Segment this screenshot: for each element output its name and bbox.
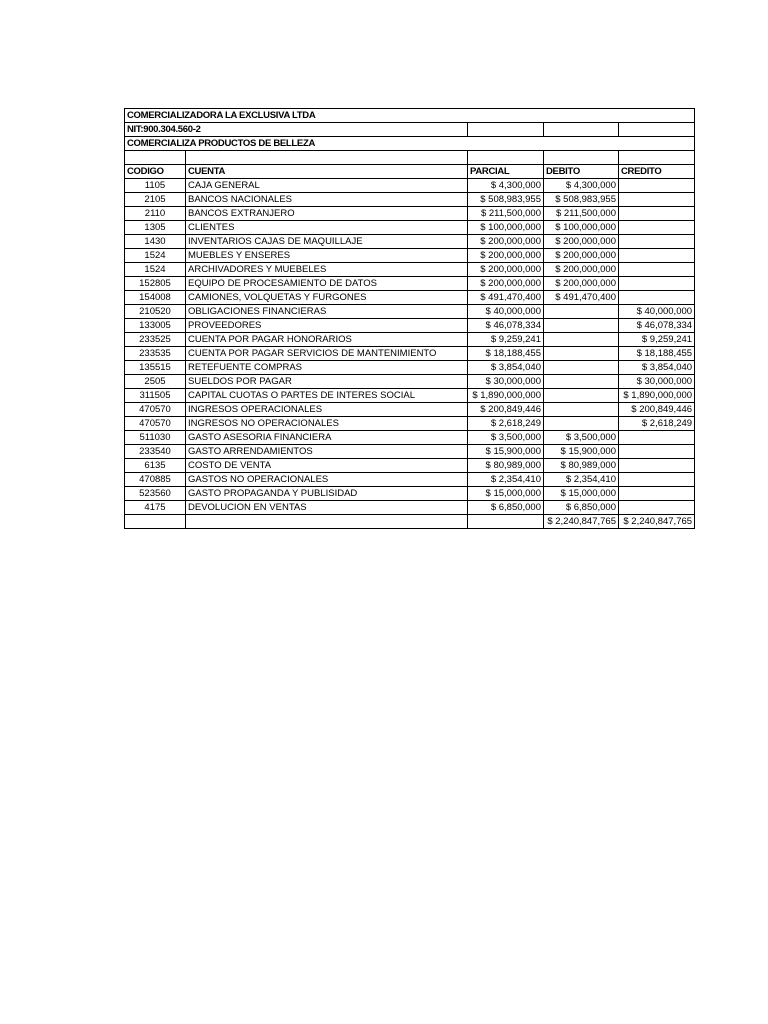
total-debito-cell: $ 2,240,847,765 — [544, 514, 619, 528]
total-credito-cell: $ 2,240,847,765 — [619, 514, 695, 528]
account-code-cell: 1430 — [125, 234, 186, 248]
credito-cell — [619, 290, 695, 304]
credito-cell — [619, 206, 695, 220]
account-code-cell: 511030 — [125, 430, 186, 444]
table-row — [125, 220, 695, 234]
debito-cell — [544, 318, 619, 332]
account-name-cell: CUENTA POR PAGAR HONORARIOS — [186, 332, 468, 346]
header-debito: DEBITO — [544, 164, 619, 178]
parcial-cell: $ 9,259,241 — [468, 332, 544, 346]
credito-cell — [619, 276, 695, 290]
company-activity: COMERCIALIZA PRODUCTOS DE BELLEZA — [125, 137, 695, 151]
debito-cell: $ 15,000,000 — [544, 486, 619, 500]
credito-cell: $ 40,000,000 — [619, 304, 695, 318]
credito-cell: $ 9,259,241 — [619, 332, 695, 346]
header-cuenta: CUENTA — [186, 164, 468, 178]
parcial-cell: $ 3,500,000 — [468, 430, 544, 444]
account-code-cell: 311505 — [125, 388, 186, 402]
account-code-cell: 470885 — [125, 472, 186, 486]
debito-cell: $ 200,000,000 — [544, 262, 619, 276]
empty-cell — [186, 151, 468, 165]
parcial-cell: $ 4,300,000 — [468, 178, 544, 192]
account-name-cell: BANCOS EXTRANJERO — [186, 206, 468, 220]
debito-cell: $ 211,500,000 — [544, 206, 619, 220]
parcial-cell: $ 15,900,000 — [468, 444, 544, 458]
account-code-cell: 523560 — [125, 486, 186, 500]
credito-cell — [619, 262, 695, 276]
header-row — [125, 164, 695, 178]
table-row — [125, 430, 695, 444]
account-code-cell: 1105 — [125, 178, 186, 192]
credito-cell — [619, 220, 695, 234]
debito-cell: $ 200,000,000 — [544, 248, 619, 262]
empty-cell — [619, 123, 695, 137]
account-code-cell: 233535 — [125, 346, 186, 360]
parcial-cell: $ 508,983,955 — [468, 192, 544, 206]
parcial-cell: $ 491,470,400 — [468, 290, 544, 304]
table-row — [125, 178, 695, 192]
account-name-cell: GASTO ASESORIA FINANCIERA — [186, 430, 468, 444]
credito-cell: $ 1,890,000,000 — [619, 388, 695, 402]
account-code-cell: 135515 — [125, 360, 186, 374]
parcial-cell: $ 211,500,000 — [468, 206, 544, 220]
debito-cell — [544, 304, 619, 318]
account-name-cell: GASTO PROPAGANDA Y PUBLISIDAD — [186, 486, 468, 500]
account-name-cell: COSTO DE VENTA — [186, 458, 468, 472]
debito-cell — [544, 332, 619, 346]
table-row — [125, 332, 695, 346]
table-row — [125, 192, 695, 206]
account-code-cell: 1305 — [125, 220, 186, 234]
table-row — [125, 472, 695, 486]
company-name-row — [125, 109, 695, 123]
header-codigo: CODIGO — [125, 164, 186, 178]
table-row — [125, 416, 695, 430]
debito-cell: $ 6,850,000 — [544, 500, 619, 514]
credito-cell — [619, 500, 695, 514]
parcial-cell: $ 200,000,000 — [468, 276, 544, 290]
parcial-cell: $ 46,078,334 — [468, 318, 544, 332]
credito-cell: $ 2,618,249 — [619, 416, 695, 430]
parcial-cell: $ 40,000,000 — [468, 304, 544, 318]
table-row — [125, 276, 695, 290]
empty-cell — [125, 514, 186, 528]
account-code-cell: 2105 — [125, 192, 186, 206]
parcial-cell: $ 30,000,000 — [468, 374, 544, 388]
debito-cell — [544, 374, 619, 388]
credito-cell: $ 46,078,334 — [619, 318, 695, 332]
company-activity-row — [125, 137, 695, 151]
parcial-cell: $ 200,849,446 — [468, 402, 544, 416]
empty-cell — [619, 151, 695, 165]
empty-cell — [125, 151, 186, 165]
debito-cell: $ 200,000,000 — [544, 234, 619, 248]
empty-cell — [186, 514, 468, 528]
debito-cell: $ 491,470,400 — [544, 290, 619, 304]
credito-cell: $ 3,854,040 — [619, 360, 695, 374]
parcial-cell: $ 15,000,000 — [468, 486, 544, 500]
table-row — [125, 402, 695, 416]
account-code-cell: 233525 — [125, 332, 186, 346]
debito-cell: $ 2,354,410 — [544, 472, 619, 486]
debito-cell — [544, 402, 619, 416]
balance-table — [124, 108, 695, 529]
credito-cell: $ 30,000,000 — [619, 374, 695, 388]
credito-cell — [619, 178, 695, 192]
parcial-cell: $ 3,854,040 — [468, 360, 544, 374]
table-row — [125, 248, 695, 262]
totals-row — [125, 514, 695, 528]
account-name-cell: BANCOS NACIONALES — [186, 192, 468, 206]
credito-cell — [619, 430, 695, 444]
account-name-cell: EQUIPO DE PROCESAMIENTO DE DATOS — [186, 276, 468, 290]
account-name-cell: CAJA GENERAL — [186, 178, 468, 192]
debito-cell — [544, 388, 619, 402]
credito-cell: $ 200,849,446 — [619, 402, 695, 416]
account-name-cell: CUENTA POR PAGAR SERVICIOS DE MANTENIMIENTO — [186, 346, 468, 360]
account-code-cell: 210520 — [125, 304, 186, 318]
table-row — [125, 346, 695, 360]
header-credito: CREDITO — [619, 164, 695, 178]
table-row — [125, 234, 695, 248]
account-code-cell: 470570 — [125, 416, 186, 430]
debito-cell — [544, 346, 619, 360]
table-row — [125, 318, 695, 332]
blank-row — [125, 151, 695, 165]
table-row — [125, 262, 695, 276]
credito-cell — [619, 444, 695, 458]
table-row — [125, 444, 695, 458]
parcial-cell: $ 200,000,000 — [468, 234, 544, 248]
header-parcial: PARCIAL — [468, 164, 544, 178]
account-code-cell: 233540 — [125, 444, 186, 458]
table-row — [125, 206, 695, 220]
table-row — [125, 374, 695, 388]
parcial-cell: $ 2,354,410 — [468, 472, 544, 486]
credito-cell — [619, 486, 695, 500]
account-name-cell: INGRESOS OPERACIONALES — [186, 402, 468, 416]
credito-cell — [619, 248, 695, 262]
account-code-cell: 1524 — [125, 262, 186, 276]
empty-cell — [468, 123, 544, 137]
parcial-cell: $ 200,000,000 — [468, 262, 544, 276]
account-code-cell: 1524 — [125, 248, 186, 262]
debito-cell: $ 200,000,000 — [544, 276, 619, 290]
debito-cell: $ 4,300,000 — [544, 178, 619, 192]
table-row — [125, 304, 695, 318]
empty-cell — [468, 514, 544, 528]
company-name: COMERCIALIZADORA LA EXCLUSIVA LTDA — [125, 109, 695, 123]
empty-cell — [468, 151, 544, 165]
account-name-cell: CAMIONES, VOLQUETAS Y FURGONES — [186, 290, 468, 304]
credito-cell — [619, 458, 695, 472]
account-name-cell: OBLIGACIONES FINANCIERAS — [186, 304, 468, 318]
parcial-cell: $ 6,850,000 — [468, 500, 544, 514]
credito-cell: $ 18,188,455 — [619, 346, 695, 360]
table-row — [125, 360, 695, 374]
account-name-cell: PROVEEDORES — [186, 318, 468, 332]
credito-cell — [619, 192, 695, 206]
empty-cell — [544, 123, 619, 137]
debito-cell: $ 508,983,955 — [544, 192, 619, 206]
debito-cell — [544, 360, 619, 374]
parcial-cell: $ 2,618,249 — [468, 416, 544, 430]
debito-cell: $ 15,900,000 — [544, 444, 619, 458]
company-nit: NIT:900.304.560-2 — [125, 123, 468, 137]
table-row — [125, 290, 695, 304]
empty-cell — [544, 151, 619, 165]
parcial-cell: $ 200,000,000 — [468, 248, 544, 262]
account-name-cell: MUEBLES Y ENSERES — [186, 248, 468, 262]
debito-cell — [544, 416, 619, 430]
table-row — [125, 388, 695, 402]
parcial-cell: $ 80,989,000 — [468, 458, 544, 472]
parcial-cell: $ 100,000,000 — [468, 220, 544, 234]
credito-cell — [619, 234, 695, 248]
parcial-cell: $ 1,890,000,000 — [468, 388, 544, 402]
account-code-cell: 6135 — [125, 458, 186, 472]
parcial-cell: $ 18,188,455 — [468, 346, 544, 360]
account-name-cell: INVENTARIOS CAJAS DE MAQUILLAJE — [186, 234, 468, 248]
account-code-cell: 2110 — [125, 206, 186, 220]
debito-cell: $ 100,000,000 — [544, 220, 619, 234]
account-name-cell: RETEFUENTE COMPRAS — [186, 360, 468, 374]
account-name-cell: ARCHIVADORES Y MUEBELES — [186, 262, 468, 276]
account-code-cell: 154008 — [125, 290, 186, 304]
account-name-cell: GASTO ARRENDAMIENTOS — [186, 444, 468, 458]
debito-cell: $ 3,500,000 — [544, 430, 619, 444]
table-row — [125, 500, 695, 514]
account-name-cell: SUELDOS POR PAGAR — [186, 374, 468, 388]
company-nit-row — [125, 123, 695, 137]
table-row — [125, 458, 695, 472]
account-code-cell: 133005 — [125, 318, 186, 332]
account-name-cell: INGRESOS NO OPERACIONALES — [186, 416, 468, 430]
account-name-cell: DEVOLUCION EN VENTAS — [186, 500, 468, 514]
account-code-cell: 2505 — [125, 374, 186, 388]
account-code-cell: 470570 — [125, 402, 186, 416]
account-name-cell: GASTOS NO OPERACIONALES — [186, 472, 468, 486]
account-code-cell: 4175 — [125, 500, 186, 514]
debito-cell: $ 80,989,000 — [544, 458, 619, 472]
account-name-cell: CAPITAL CUOTAS O PARTES DE INTERES SOCIAL — [186, 388, 468, 402]
table-row — [125, 486, 695, 500]
credito-cell — [619, 472, 695, 486]
account-code-cell: 152805 — [125, 276, 186, 290]
spreadsheet — [124, 108, 694, 529]
account-name-cell: CLIENTES — [186, 220, 468, 234]
